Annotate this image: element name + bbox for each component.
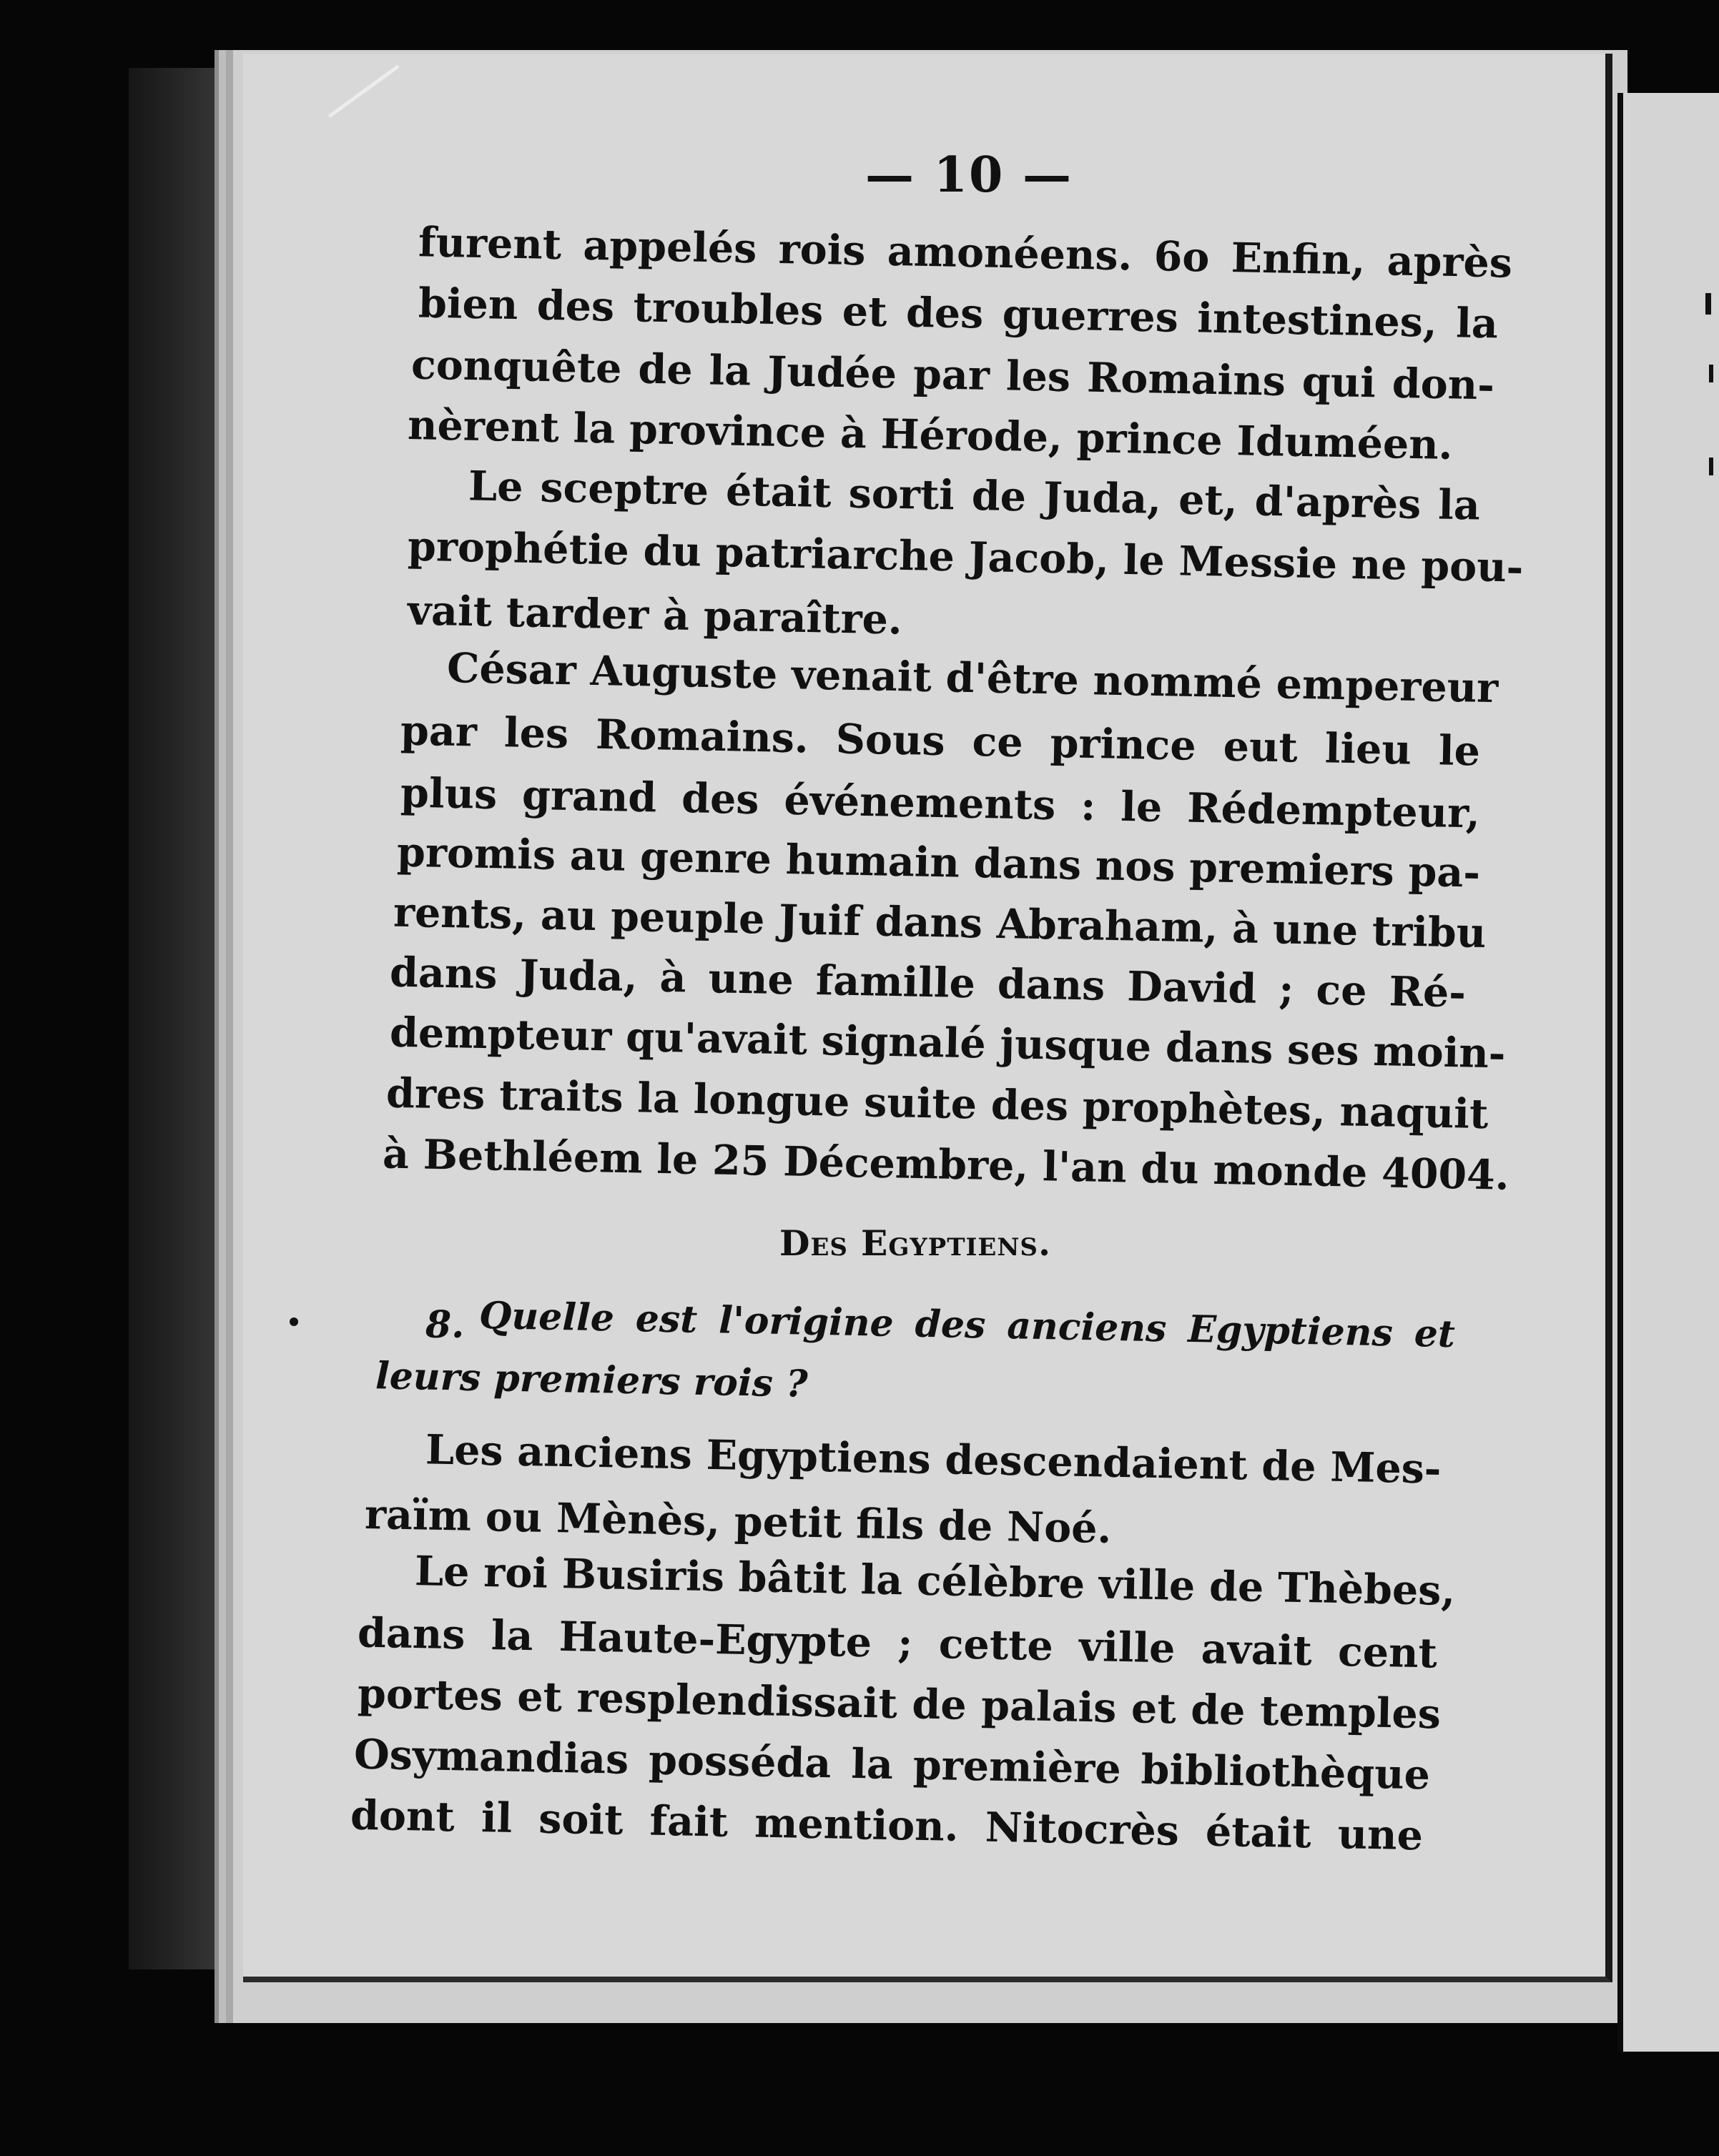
question-line: leurs premiers rois ? bbox=[375, 1354, 809, 1406]
text-line: dans Juda, à une famille dans David ; ce Ré- bbox=[389, 948, 1467, 1017]
text-line: dempteur qu'avait signalé jusque dans ses moin- bbox=[389, 1008, 1507, 1078]
text-line: vait tarder à paraître. bbox=[407, 586, 903, 644]
text-line: Osymandias posséda la première bibliothèque bbox=[353, 1730, 1431, 1799]
text-line: Le roi Busiris bâtit la célèbre ville de Thèbes, bbox=[414, 1547, 1456, 1616]
text-line: bien des troubles et des guerres intestines, la bbox=[418, 279, 1499, 348]
text-line: Les anciens Egyptiens descendaient de Mes- bbox=[425, 1425, 1442, 1493]
text-line: Le sceptre était sorti de Juda, et, d'après la bbox=[468, 462, 1481, 530]
text-line: nèrent la province à Hérode, prince Iduméen. bbox=[407, 400, 1454, 470]
question-number: 8. bbox=[425, 1303, 465, 1347]
text-line: furent appelés rois amonéens. 6o Enfin, après bbox=[418, 218, 1513, 287]
text-line: dont il soit fait mention. Nitocrès était une bbox=[350, 1791, 1424, 1860]
text-line: conquête de la Judée par les Romains qui don- bbox=[410, 340, 1495, 410]
text-line: portes et resplendissait de palais et de temples bbox=[357, 1669, 1442, 1739]
text-line: à Bethléem le 25 Décembre, l'an du monde 4004. bbox=[382, 1129, 1510, 1200]
section-heading: Des Egyptiens. bbox=[779, 1222, 1052, 1264]
text-line: dres traits la longue suite des prophètes, naquit bbox=[385, 1069, 1489, 1139]
page-number: — 10 — bbox=[865, 147, 1073, 204]
text-line: César Auguste venait d'être nommé empereur bbox=[446, 644, 1499, 713]
margin-bullet bbox=[290, 1317, 298, 1326]
text-line: raïm ou Mènès, petit fils de Noé. bbox=[364, 1490, 1112, 1553]
text-line: promis au genre humain dans nos premiers pa- bbox=[396, 828, 1481, 897]
question-line: Quelle est l'origine des anciens Egyptiens et bbox=[478, 1293, 1456, 1357]
text-line: par les Romains. Sous ce prince eut lieu le bbox=[400, 706, 1481, 776]
text-line: plus grand des événements : le Rédempteur, bbox=[400, 768, 1481, 838]
text-line: dans la Haute-Egypte ; cette ville avait cent bbox=[357, 1608, 1438, 1678]
text-line: prophétie du patriarche Jacob, le Messie ne pou- bbox=[407, 522, 1524, 592]
text-line: rents, au peuple Juif dans Abraham, à une tribu bbox=[393, 888, 1487, 957]
